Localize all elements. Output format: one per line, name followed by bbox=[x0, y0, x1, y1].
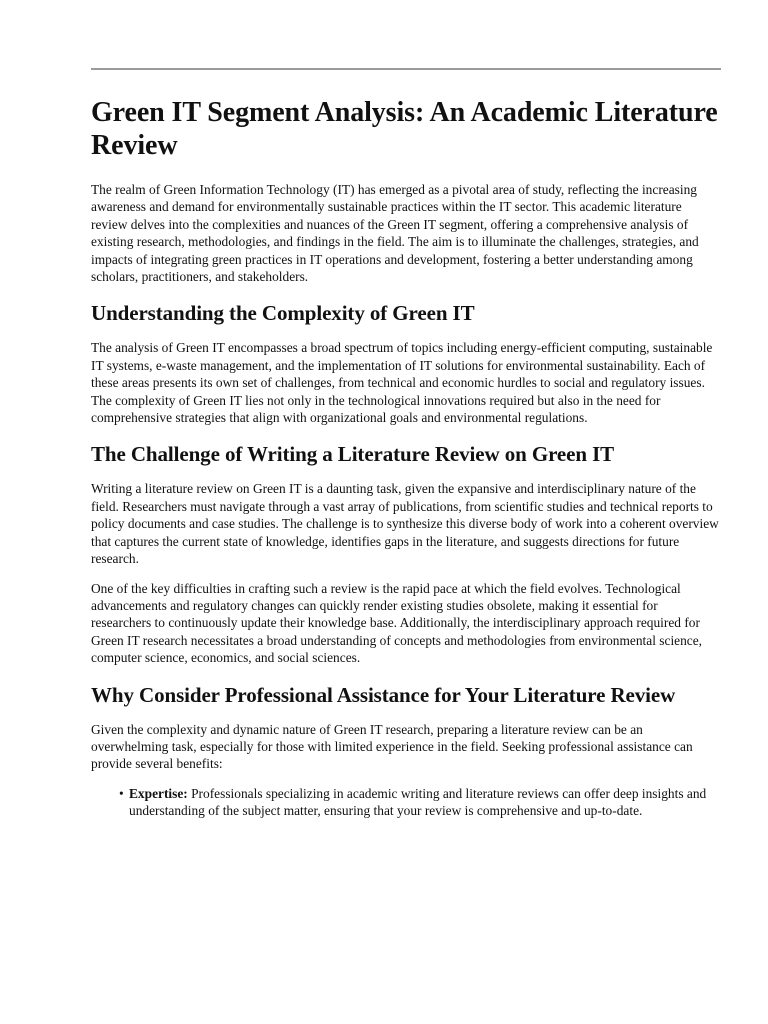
list-item bbox=[119, 785, 721, 820]
section-paragraph: One of the key difficulties in crafting such a review is the rapid pace at which the field evolves. Technological advancements and regulatory changes can quickly render existing studies obsolete, making it essential for researchers to continuously update their knowledge base. Additionally, the interdisciplinary approach required for Green IT research necessitates a broad understanding of concepts and methodologies from environmental science, computer science, economics, and social sciences. bbox=[91, 580, 703, 666]
benefits-list bbox=[91, 785, 721, 820]
section-heading-professional-assistance: Why Consider Professional Assistance for Your Literature Review bbox=[91, 682, 676, 707]
top-divider bbox=[91, 68, 721, 70]
section-heading-challenge: The Challenge of Writing a Literature Review on Green IT bbox=[91, 442, 615, 467]
list-item-text: Professionals specializing in academic writing and literature reviews can offer deep insights and understanding of the subject matter, ensuring that your review is comprehensive and up-to-date. bbox=[129, 785, 707, 819]
bullet-icon: • bbox=[119, 785, 124, 801]
section-paragraph: Writing a literature review on Green IT is a daunting task, given the expansive and interdisciplinary nature of the field. Researchers must navigate through a vast array of publications, from scientific studies and technical reports to policy documents and case studies. The challenge is to synthesize this diverse body of work into a coherent overview that captures the current state of knowledge, identifies gaps in the literature, and suggests directions for future research. bbox=[91, 481, 719, 567]
intro-paragraph: The realm of Green Information Technology (IT) has emerged as a pivotal area of study, reflecting the increasing awareness and demand for environmentally sustainable practices within the IT sector. This academic literature review delves into the complexities and nuances of the Green IT segment, offering a comprehensive analysis of existing research, methodologies, and findings in the field. The aim is to illuminate the challenges, strategies, and impacts of integrating green practices in IT operations and development, fostering a better understanding among scholars, practitioners, and stakeholders. bbox=[91, 182, 699, 285]
document-body bbox=[91, 96, 721, 820]
section-heading-complexity: Understanding the Complexity of Green IT bbox=[91, 301, 475, 326]
list-item-term: Expertise: bbox=[129, 785, 188, 801]
document-title: Green IT Segment Analysis: An Academic Literature Review bbox=[91, 97, 718, 161]
section-paragraph: Given the complexity and dynamic nature of Green IT research, preparing a literature review can be an overwhelming task, especially for those with limited experience in the field. Seeking professional assistance can provide several benefits: bbox=[91, 721, 693, 772]
section-paragraph: The analysis of Green IT encompasses a broad spectrum of topics including energy-efficient computing, sustainable IT systems, e-waste management, and the implementation of IT solutions for environmental sustainability. Each of these areas presents its own set of challenges, from technical and economic hurdles to social and regulatory issues. The complexity of Green IT lies not only in the technological innovations required but also in the need for comprehensive strategies that align with organizational goals and environmental regulations. bbox=[91, 340, 713, 426]
